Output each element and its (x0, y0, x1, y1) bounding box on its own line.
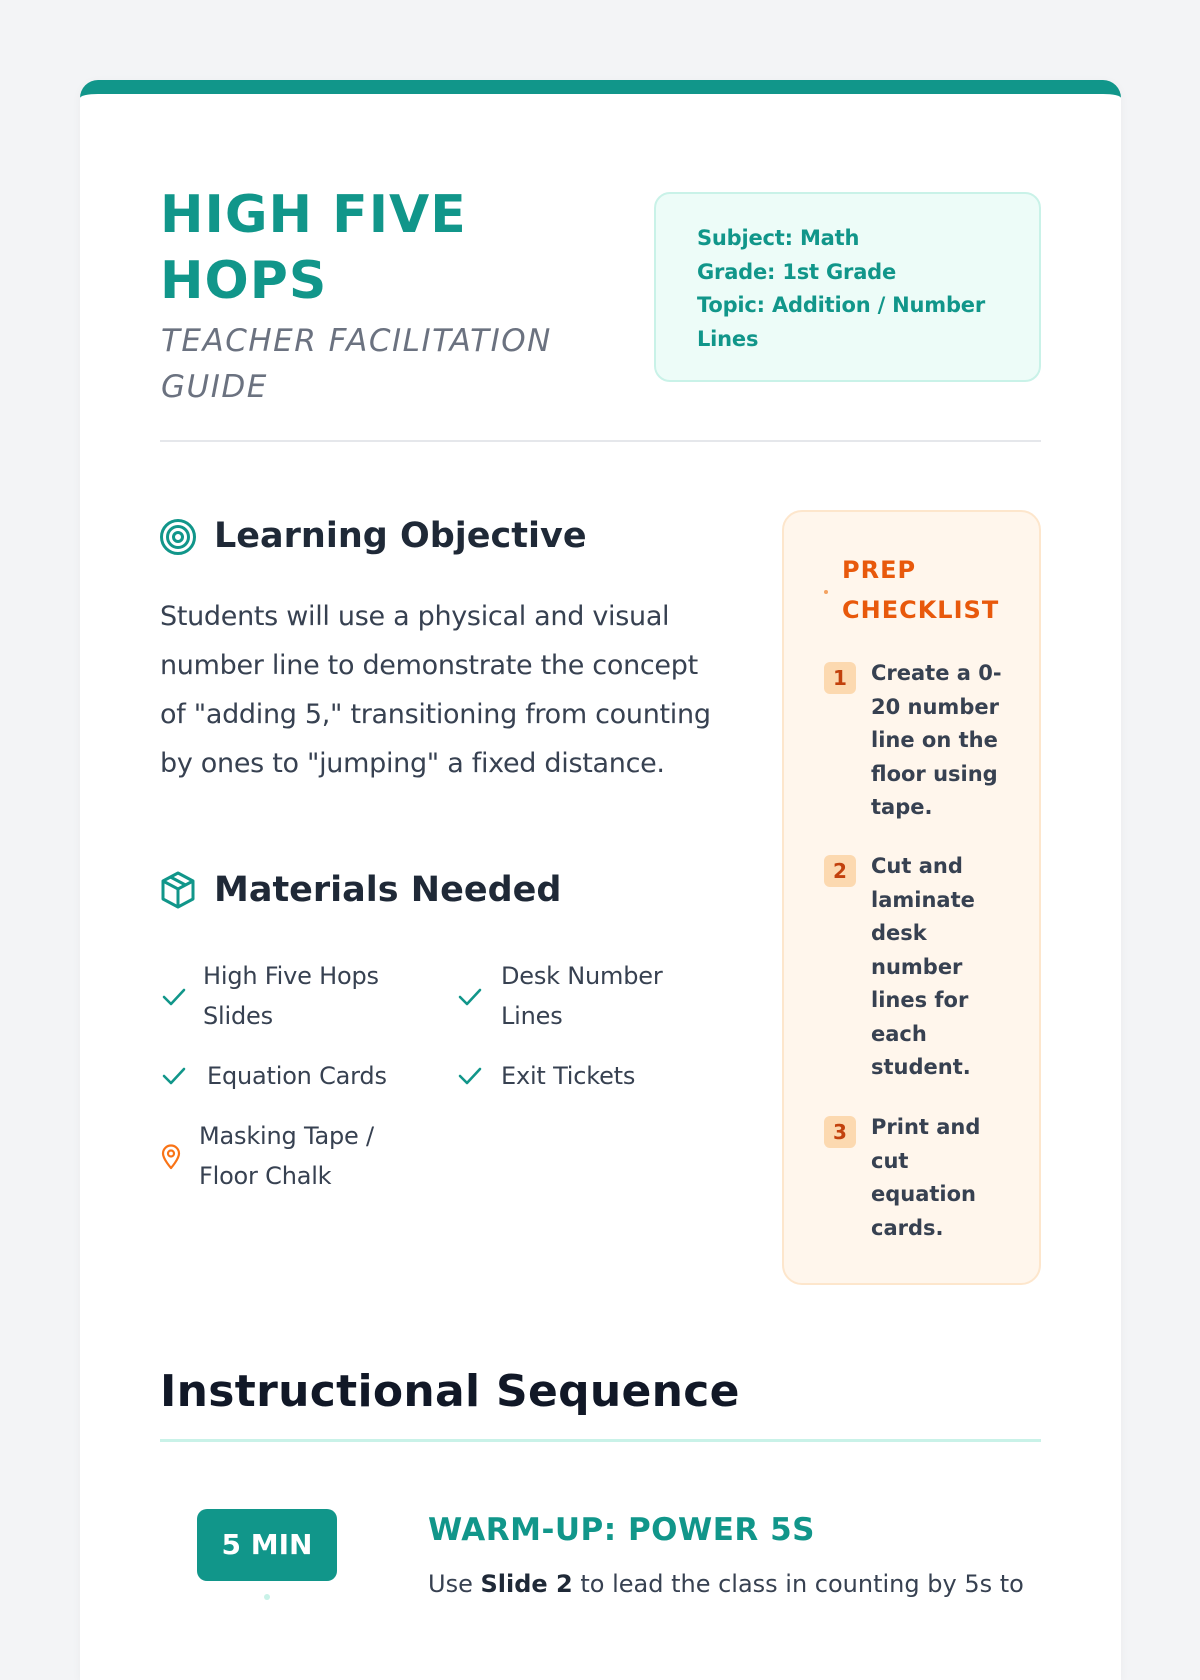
objective-text: Students will use a physical and visual number line to demonstrate the concept of "adding 5," transitioning from counting by ones to "jumping" a fixed distance. (160, 601, 711, 779)
step-body-post: to lead the class in counting by 5s to (572, 1570, 1024, 1598)
map-pin-icon (160, 1144, 182, 1170)
sequence-divider (160, 1439, 1041, 1442)
prep-step-text: Print and cut equation cards. (871, 1115, 981, 1240)
page-title: HIGH FIVE HOPS (160, 185, 467, 311)
step-number: 1 (824, 662, 856, 694)
check-icon (456, 1062, 484, 1090)
prep-checklist (782, 510, 1041, 1285)
step-body-pre: Use (428, 1570, 481, 1598)
material-item: Exit Tickets (501, 1062, 636, 1090)
sequence-step-body (428, 1564, 1028, 1604)
sequence-heading: Instructional Sequence (160, 1366, 740, 1417)
materials-heading: Materials Needed (214, 870, 562, 910)
timeline-connector (264, 1594, 270, 1600)
prep-step-text: Cut and laminate desk number lines for each student. (871, 854, 975, 1079)
target-icon (158, 517, 198, 557)
prep-heading: PREP CHECKLIST (842, 556, 1000, 624)
material-item: Masking Tape / Floor Chalk (199, 1122, 374, 1190)
meta-topic: Topic: Addition / Number Lines (697, 293, 986, 351)
box-icon (158, 870, 198, 910)
check-icon (160, 983, 188, 1011)
duration-badge: 5 MIN (197, 1509, 337, 1581)
step-body-bold: Slide 2 (480, 1570, 573, 1598)
guide-card (80, 80, 1121, 1680)
step-number: 3 (824, 1116, 856, 1148)
step-number: 2 (824, 855, 856, 887)
lesson-meta-box (654, 192, 1041, 382)
material-item: Desk Number Lines (501, 962, 663, 1030)
prep-decoration-dot (824, 590, 828, 594)
check-icon (160, 1062, 188, 1090)
objective-heading: Learning Objective (214, 516, 587, 556)
check-icon (456, 983, 484, 1011)
material-item: High Five Hops Slides (203, 962, 379, 1030)
meta-subject: Subject: Math (697, 226, 860, 250)
material-item: Equation Cards (207, 1062, 387, 1090)
meta-grade: Grade: 1st Grade (697, 259, 897, 284)
page-subtitle: TEACHER FACILITATION GUIDE (161, 323, 552, 405)
header-divider (160, 440, 1041, 442)
prep-step-text: Create a 0-20 number line on the floor using tape. (871, 661, 1002, 819)
sequence-step-title: WARM-UP: POWER 5S (428, 1512, 815, 1548)
